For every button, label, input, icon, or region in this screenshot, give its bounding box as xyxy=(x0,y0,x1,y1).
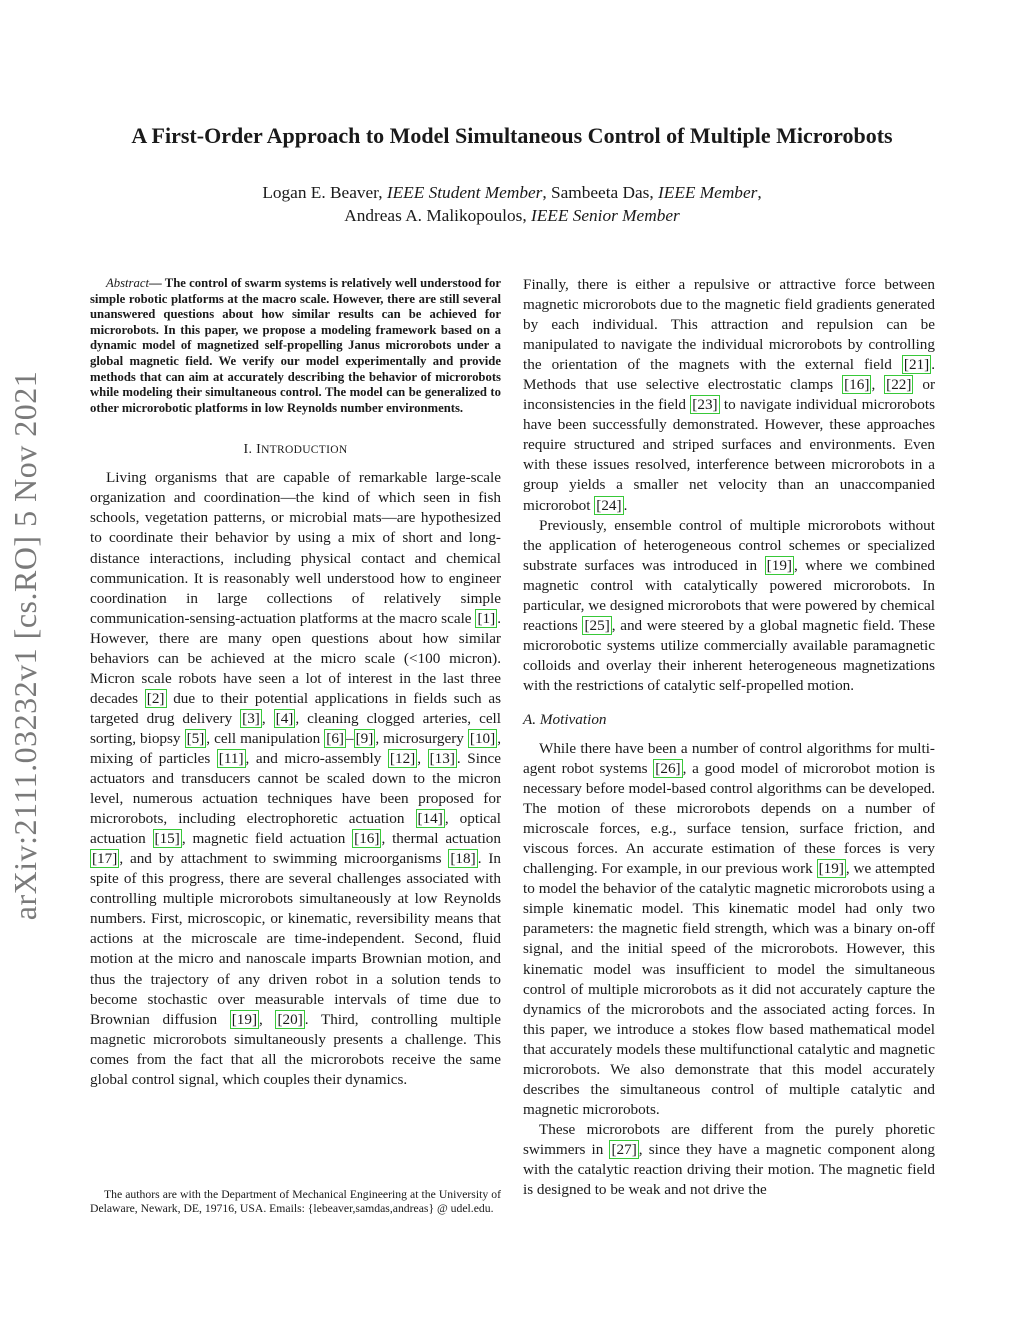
citation-link[interactable]: [19] xyxy=(231,1010,258,1028)
author-separator: , xyxy=(757,183,762,202)
text-run: , we attempted to model the behavior of the catalytic magnetic microrobots using a simple kinematic model. This kinematic model had only two parameters: the magnetic field strength, which was a binary on-off signal, and the initial speed of the microrobots. However, this kinematic model was insufficient to model the simultaneous control of multiple microrobots as it did not accurately capture the dynamics of the microrobots and the associated acting forces. In this paper, we introduce a stokes flow based mathematical model that accurately models these multifunctional catalytic and magnetic microrobots. We also demonstrate that this model accurately describes the simultaneous control of multiple catalytic and magnetic microrobots. xyxy=(523,860,935,1118)
arxiv-identifier: arXiv:2111.03232v1 [cs.RO] 5 Nov 2021 xyxy=(7,370,44,920)
paragraph-phoretic xyxy=(523,1120,935,1200)
author-name: , Sambeeta Das, xyxy=(542,183,659,202)
citation-link[interactable]: [18] xyxy=(450,850,476,868)
author-block xyxy=(100,181,924,227)
section-title-rest: NTRODUCTION xyxy=(261,444,348,457)
text-run: . Third, controlling multiple magnetic microrobots simultaneously presents a challenge. This comes from the fact that all the microrobots receive the same global control signal, which couples their dynamics. xyxy=(90,1010,502,1088)
text-run: , and by attachment to swimming microorganisms xyxy=(119,850,449,868)
citation-link[interactable]: [3] xyxy=(242,709,260,727)
text-run: , a good model of microrobot motion is necessary before model-based control algorithms can be developed. The motion of these microrobots depends on a number of microscale forces, e.g., surface tension, surface friction, and viscous forces. An accurate estimation of these forces is very challenging. For example, in our previous work xyxy=(523,760,935,878)
text-run: – xyxy=(346,729,354,747)
citation-link[interactable]: [19] xyxy=(818,860,844,878)
intro-paragraph xyxy=(90,468,501,1089)
paragraph-previously xyxy=(523,516,935,696)
citation-link[interactable]: [21] xyxy=(903,356,930,374)
citation-link[interactable]: [20] xyxy=(277,1010,303,1028)
section-title-initial: I xyxy=(256,442,262,458)
author-name: Logan E. Beaver, xyxy=(262,183,387,202)
citation-link[interactable]: [1] xyxy=(477,609,496,627)
citation-link[interactable]: [26] xyxy=(655,760,681,778)
text-run: to navigate individual microrobots have been successfully demonstrated. However, these approaches require structured and striped surfaces and environments. Even with these issues resolved, interference between microrobots in a group yields a smaller net velocity than an unaccompanied microrobot xyxy=(523,396,935,514)
citation-link[interactable]: [17] xyxy=(92,850,118,868)
text-run: or inconsistencies in the field xyxy=(523,376,936,414)
author-affiliation: IEEE Senior Member xyxy=(530,206,680,225)
citation-link[interactable]: [5] xyxy=(186,729,205,747)
text-run: While there have been a number of control algorithms for multi-agent robot systems xyxy=(523,739,935,778)
text-run: , magnetic field actuation xyxy=(181,830,353,848)
text-run: , and were steered by a global magnetic field. These microrobotic systems utilize commercially available paramagnetic colloids and overlay their inherent heterogeneous magnetizations with the restrictions of catalytic self-propelled motion. xyxy=(523,616,935,694)
text-run: , and micro-assembly xyxy=(245,750,388,767)
abstract-label: Abstract xyxy=(106,276,149,290)
text-run: , xyxy=(417,750,428,767)
text-run: , where we combined magnetic control with catalytically powered microrobots. In particular, we designed microrobots that were powered by chemical reactions xyxy=(523,556,936,634)
author-line-2 xyxy=(100,204,924,227)
text-run: . Methods that use selective electrostatic clamps xyxy=(523,356,935,394)
text-run: Previously, ensemble control of multiple microrobots without the application of heterogeneous control schemes or specialized substrate surfaces was introduced in xyxy=(523,516,935,574)
citation-link[interactable]: [25] xyxy=(584,616,610,634)
text-run: , microsurgery xyxy=(375,729,468,747)
left-column xyxy=(90,276,501,1090)
text-run: , cell manipulation xyxy=(206,729,325,747)
text-run: , xyxy=(259,1010,276,1028)
citation-link[interactable]: [9] xyxy=(355,729,374,747)
abstract xyxy=(90,276,501,416)
text-run: , optical actuation xyxy=(90,810,502,848)
text-run: Finally, there is either a repulsive or attractive force between magnetic microrobots due to the magnetic field gradients generated by each individual. This attraction and repulsion can be manipulated to navigate the individual microrobots by controlling the orientation of the magnets with the external field xyxy=(523,276,935,374)
text-run: Living organisms that are capable of remarkable large-scale organization and coordination—the kind of which seen in fish schools, vegetation patterns, or microbial mats—are hypothesized to coordinate their behavior by using a mix of short and long-distance interactions, including physical contact and chemical communication. It is reasonably well understood how to engineer coordination in large collections of relatively simple communication-sensing-actuation platforms at the macro scale xyxy=(90,469,501,627)
citation-link[interactable]: [13] xyxy=(429,750,455,767)
citation-link[interactable]: [4] xyxy=(275,709,294,727)
citation-link[interactable]: [15] xyxy=(154,830,180,848)
text-run: , mixing of particles xyxy=(90,729,501,767)
text-run: . In spite of this progress, there are several challenges associated with controlling multiple microrobots simultaneously at low Reynolds numbers. First, microscopic, or kinematic, reversibility means that actions at the microscale are time-independent. Second, fluid motion at the micro and nanoscale imparts Brownian motion, and thus the trajectory of any driven robot in a solution tends to become stochastic over measurable intervals of time due to Brownian diffusion xyxy=(90,850,501,1028)
text-run: These microrobots are different from the purely phoretic swimmers in xyxy=(523,1120,935,1158)
text-run: , cleaning clogged arteries, cell sorting, biopsy xyxy=(90,709,501,747)
citation-link[interactable]: [22] xyxy=(886,376,912,394)
citation-link[interactable]: [14] xyxy=(417,810,443,828)
abstract-text: — The control of swarm systems is relatively well understood for simple robotic platforms at the macro scale. However, there are still several unanswered questions about how similar results can be achieved for microrobots. In this paper, we propose a modeling framework based on a dynamic model of magnetized self-propelling Janus microrobots under a global magnetic field. We verify our model experimentally and provide methods that can aim at accurately describing the behavior of microrobots while modeling their simultaneous control. The model can be generalized to other microrobotic platforms in low Reynolds number environments. xyxy=(90,276,501,415)
text-run: due to their potential applications in fields such as targeted drug delivery xyxy=(90,689,502,727)
paragraph-motivation xyxy=(523,739,935,1120)
author-affiliation: IEEE Student Member xyxy=(386,183,543,202)
citation-link[interactable]: [23] xyxy=(692,396,718,414)
author-line-1 xyxy=(100,181,924,204)
paragraph-continued xyxy=(523,275,935,516)
citation-link[interactable]: [6] xyxy=(326,729,344,747)
section-heading-introduction xyxy=(90,442,501,458)
subsection-heading-motivation: A. Motivation xyxy=(523,710,607,728)
author-name: Andreas A. Malikopoulos, xyxy=(344,206,531,225)
citation-link[interactable]: [16] xyxy=(354,830,380,848)
right-column xyxy=(523,275,935,1200)
text-run: , xyxy=(871,376,885,394)
text-run: , thermal actuation xyxy=(381,830,501,848)
affiliation-footnote: The authors are with the Department of Mechanical Engineering at the University of Delaware, Newark, DE, 19716, USA. Emails: {lebeaver,samdas,andreas} @ udel.edu. xyxy=(90,1188,501,1215)
citation-link[interactable]: [27] xyxy=(611,1140,637,1158)
citation-link[interactable]: [10] xyxy=(469,729,496,747)
citation-link[interactable]: [2] xyxy=(146,689,165,707)
text-run: . xyxy=(623,496,628,514)
text-run: . However, there are many open questions about how similar behaviors can be achieved at the micro scale (<100 micron). Micron scale robots have seen a lot of interest in the last three decades xyxy=(90,609,501,707)
citation-link[interactable]: [11] xyxy=(218,750,244,767)
text-run: , since they have a magnetic component along with the catalytic reaction driving their motion. The magnetic field is designed to be weak and not drive the xyxy=(523,1140,935,1199)
citation-link[interactable]: [19] xyxy=(766,556,792,574)
text-run: , xyxy=(261,709,274,727)
citation-link[interactable]: [24] xyxy=(596,496,622,514)
text-run: . Since actuators and transducers cannot be scaled down to the micron level, numerous actuation techniques have been proposed for microrobots, including electrophoretic actuation xyxy=(90,750,501,828)
citation-link[interactable]: [12] xyxy=(389,750,416,767)
arxiv-sidebar xyxy=(4,350,48,940)
author-affiliation: IEEE Member xyxy=(658,183,758,202)
section-number: I. xyxy=(243,442,257,458)
citation-link[interactable]: [16] xyxy=(844,376,870,394)
paper-title: A First-Order Approach to Model Simultaneous Control of Multiple Microrobots xyxy=(131,123,893,148)
